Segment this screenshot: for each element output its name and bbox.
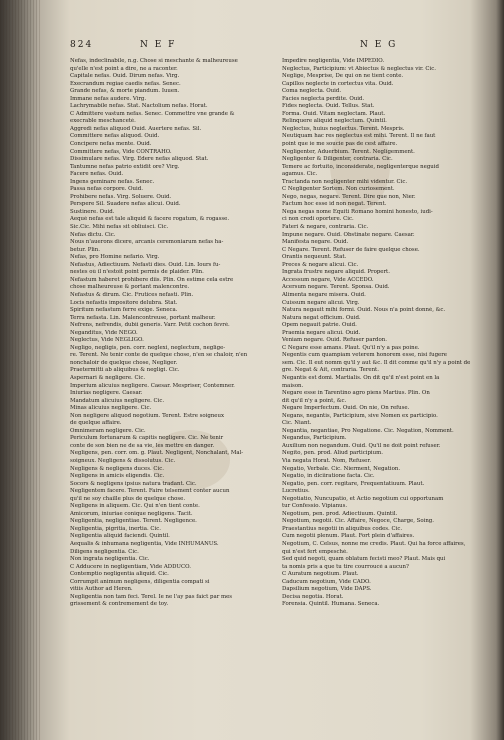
entry-line: Negare Imperfectum. Ouid. On nie, On refuse. <box>282 405 410 412</box>
entry-line: Negligentia, pigritia, inertia. Cic. <box>70 525 161 532</box>
entry-line: Forma. Ouid. Vitam neglectam. Plaut. <box>282 110 386 117</box>
entry-line: Manifesta negare. Ouid. <box>282 239 349 246</box>
entry-line: Negligenter & Diligenter, contraria. Cic. <box>282 156 393 163</box>
entry-line: Preces & negare alicui. Cic. <box>282 261 359 268</box>
entry-line: Negligentia, negligentiae. Terent. Negligence. <box>70 518 197 525</box>
entry-line: Nefrens, nefrendis, dubii generis. Varr. Petit cochon fevré. <box>70 322 230 329</box>
entry-line: nestes où il n'estoit point permis de plaider. Plin. <box>70 269 204 276</box>
entry-line: Facies neglecta perdite. Ouid. <box>282 95 365 102</box>
entry-line: C Negare esse amans. Plaut. Qu'il n'y a pas poine. <box>282 344 420 351</box>
entry-line: Forensia. Quintil. Humana. Seneca. <box>282 601 380 608</box>
entry-line: Negligenter, Aduerbium. Terent. Negligemment. <box>282 148 415 155</box>
entry-line: Orantis nequeunt. Stat. <box>282 254 347 261</box>
entry-line: Alimenta negare misera. Ouid. <box>282 291 366 298</box>
entry-line: Nega negas nome Equiti Romano homini honesto, iudi- <box>282 208 433 215</box>
entry-line: soigneux. Negligens & dissolutus. Cic. <box>70 457 176 464</box>
entry-line: Nefas dictu. Cic. <box>70 231 116 238</box>
entry-line: Neglectus, Participium: vt Abiectus & neglectus vir. Cic. <box>282 65 436 72</box>
entry-line: Lucretius. <box>282 488 310 495</box>
entry-line: Contemptio negligentia aliquid. Cic. <box>70 571 169 578</box>
entry-line: Via negata Horat. Nom, Refuser. <box>282 457 372 464</box>
entry-line: Negans, negantis, Participium, sive Nomen ex participio. <box>282 412 438 419</box>
entry-line: qu'il ne soy chaille plus de quelque chose. <box>70 495 186 502</box>
entry-line: point que ie me soucie pas de cest affaire. <box>282 141 398 148</box>
entry-line: Neglectus, huius neglectus. Terent. Mespris. <box>282 125 405 132</box>
entry-line: Nefastum haberet prohibere diis. Plin. On estime cela estre <box>70 276 234 283</box>
entry-line: Lachrymabile nefas. Stat. Nactolium nefas. Horat. <box>70 103 208 110</box>
entry-line: C Negligenter Sortem. Non curiosement. <box>282 186 395 193</box>
entry-line: qu'elle n'est point a dire, ne a raconter. <box>70 65 178 72</box>
entry-line: Negligens in amicis eligendis. Cic. <box>70 473 165 480</box>
entry-line: Negligentem facere. Terent. Faire telsement conter aucun <box>70 488 230 495</box>
entry-line: Negandus, Participium. <box>282 435 347 442</box>
entry-line: Negatio, Verbale. Cic. Nierment, Negation. <box>282 465 401 472</box>
entry-line: Imperium alicuius negligere. Caesar. Mespriser, Contemner. <box>70 382 235 389</box>
entry-line: tur Confessio. Vipianus. <box>282 503 348 510</box>
entry-line: Prohibere nefas. Virg. Soluere. Ouid. <box>70 193 172 200</box>
entry-line: Non ingrata negligentia. Cic. <box>70 556 150 563</box>
entry-line: Neutiquam hac res neglectus est mihi. Terent. Il ne faut <box>282 133 436 140</box>
entry-line: Capitale nefas. Ouid. Dirum nefas. Virg. <box>70 73 180 80</box>
entry-line: Natura negauit mihi formi. Ouid. Nous n'a point donné, &c. <box>282 307 446 314</box>
entry-line: Passa nefas corpore. Ouid. <box>70 186 143 193</box>
entry-line: Praetermitti ab aliquibus & negligi. Cic. <box>70 367 180 374</box>
entry-line: grissement & contremement de toy. <box>70 601 169 608</box>
entry-line: Negatio, in diciiratione facta. Cic. <box>282 473 375 480</box>
entry-line: Acersum negare. Terent. Sponsa. Ouid. <box>282 284 390 291</box>
entry-line: Nefas, indeclinabile, n.g. Chose si meschante & malheureuse <box>70 58 238 64</box>
entry-line: C Admittere vastum nefas. Senec. Commettre vne grande & <box>70 110 235 117</box>
entry-line: sem. Cic. Il eut nomm qu'il y aut &c. Il dit comme qu'il n'y a point de <box>282 359 471 366</box>
entry-line: Impune negare. Ouid. Obstinate negare. Caesar. <box>282 231 415 238</box>
entry-line: Committere nefas, Vide CONTRAHO. <box>70 148 172 155</box>
right-running-head: N E G <box>360 40 398 50</box>
entry-line: Natura negat officium. Ouid. <box>282 314 361 321</box>
entry-line: Negligens, pen. corr. om. g. Plaut. Negligent, Nonchalant, Mal- <box>70 450 244 457</box>
entry-line: Sic.Cic. Mihi nefas sit obliuisci. Cic. <box>70 224 169 231</box>
entry-line: dit qu'il n'y a point, &c. <box>282 397 347 404</box>
running-header <box>70 40 480 54</box>
entry-line: Capillos neglecte in cortectus vita. Ouid. <box>282 80 394 87</box>
entry-line: Cic. Niant. <box>282 420 312 427</box>
entry-line: Dissimulare nefas. Virg. Edere nefas aliquod. Stat. <box>70 156 209 163</box>
entry-line: Nous n'auerons dicere, arcanis ceremoniarum nefas ha- <box>70 239 224 246</box>
entry-line: de quelque affaire. <box>70 420 122 427</box>
entry-line: Terra nefasta. Lin. Malencontreuse, portant malheur. <box>70 314 216 321</box>
entry-line: Negatio, pen. corr. regitare, Frequentatiuum. Plaut. <box>282 480 425 487</box>
entry-line: Negotium, C. Celsus, nonne me credis. Plaut. Qui ha force affaires, <box>282 541 466 547</box>
entry-line: Aequé nefas est tale aliquid & facere rogatum, & rogasse. <box>70 216 230 223</box>
entry-line: Coma neglecta. Ouid. <box>282 88 342 95</box>
entry-line: Factum hoc esse id non negat. Terent. <box>282 201 387 208</box>
entry-line: Ingrata frustre negare aliquid. Propert. <box>282 269 390 276</box>
entry-line: Negotium, negotii. Cic. Affaire, Negoce, Charge, Soing. <box>282 518 434 525</box>
entry-line: Caducum negotium, Vide CADO. <box>282 578 371 585</box>
entry-line: Ingens geminare nefas. Senec. <box>70 178 155 185</box>
entry-line: Negligentia aliquid faciendi. Quintil. <box>70 533 170 540</box>
entry-line: Aggredi nefas aliquod Ouid. Auertere nefas. Sil. <box>70 125 202 132</box>
entry-line: Aspernari & negligere. Cic. <box>70 374 146 381</box>
entry-line: Praestantius negotii in aliquibus codes. Cic. <box>282 525 403 532</box>
entry-line: conte de son bien ne de sa vie, les mettre en danger. <box>70 442 215 449</box>
entry-line: Tractanda non negligenter mihi videntur. Cic. <box>282 178 408 185</box>
entry-line: Corrumpit animum negligens, diligentia compati si <box>70 578 210 585</box>
entry-line: Negotium, pen. prod. Adiectiuum. Quintil. <box>282 510 398 517</box>
entry-line: Temere ac fortuito, inconsiderate, negligenterque neguid <box>282 163 439 170</box>
entry-line: Negantis est domi. Martialis. On dit qu'il n'est point en la <box>282 374 440 381</box>
entry-line: Nefas, pro Homine nefario. Virg. <box>70 254 160 261</box>
entry-line: Opem negauit patrie. Ouid. <box>282 322 357 329</box>
entry-line: Negligentia non tam feci. Terel. Ie ne l'ay pas faict par mes <box>70 593 233 600</box>
entry-line: qui n'est fert empesché. <box>282 548 348 555</box>
entry-line: Mandatum alicuius negligere. Cic. <box>70 397 165 404</box>
entry-line: C Auratum negotium. Plaut. <box>282 571 359 578</box>
entry-line: Committere nefas aliquod. Ouid. <box>70 133 160 140</box>
page-edges <box>0 0 40 740</box>
entry-line: Iniurias negligere. Caesar. <box>70 390 143 397</box>
entry-line: nonchaloir de quelque chose, Negliger. <box>70 359 178 366</box>
entry-line: C Negare. Terent. Refuser de faire quelque chose. <box>282 246 420 253</box>
entry-line: Negotiatio, Nuncupatio, et Actio negotium cui opportunam <box>282 495 444 502</box>
entry-line: Locis nefastis impositore delubra. Stat. <box>70 299 178 306</box>
dictionary-page <box>70 40 480 700</box>
entry-line: Grande nefas, & morte piandum. Iuuen. <box>70 88 180 95</box>
entry-line: Nego, negas, negare. Terent. Dire que non, Nier. <box>282 193 416 200</box>
entry-line: Negligens & negligens duces. Cic. <box>70 465 164 472</box>
entry-line: Minas alicuius negligere. Cic. <box>70 405 152 412</box>
entry-line: Fides neglecta. Ouid. Tellus. Stat. <box>282 103 375 110</box>
entry-line: Omnimeram negligere. Cic. <box>70 427 146 434</box>
entry-line: re. Terent. Ne tenir conte de quelque chose, n'en se chaloir, n'en <box>70 352 248 359</box>
left-column <box>70 58 270 609</box>
entry-line: maison. <box>282 382 304 389</box>
entry-line: Sustinere. Ouid. <box>70 208 115 215</box>
entry-line: Fateri & negare, contraria. Cic. <box>282 224 369 231</box>
entry-line: Negantia, negantiae, Pro Negatione. Cic. Negation, Nomment. <box>282 427 454 434</box>
entry-line: Neglectus, Vide NEGLIGO. <box>70 337 144 344</box>
entry-line: Negito, pen. prod. Aliud participium. <box>282 450 383 457</box>
entry-line: Perspere Sil. Suadere nefas alicui. Ouid. <box>70 201 181 208</box>
entry-line: Negentis cum quampiam veterem honorem esse, nisi fugere <box>282 352 447 359</box>
entry-line: Diligens negligentia. Cic. <box>70 548 139 555</box>
entry-line: C Adducere in negligentiam, Vide ADDUCO. <box>70 563 191 570</box>
entry-line: vitiis Author ad Heren. <box>70 586 133 593</box>
entry-line: Socors & negligens ipsius natura tradant. Cic. <box>70 480 197 487</box>
entry-line: Concipere nefas mente. Ouid. <box>70 141 152 148</box>
entry-line: ci non credi oportere. Cic. <box>282 216 354 223</box>
entry-line: Decisa negotia. Horat. <box>282 593 344 600</box>
entry-line: Sed quid negoti, quam oblatum fecisti meo? Plaut. Mais qui <box>282 556 446 563</box>
entry-line: Accessum negare, Vide ACCEDO. <box>282 276 374 283</box>
entry-line: betur. Plin. <box>70 246 100 253</box>
entry-line: Neganditus, Vide NEGO. <box>70 329 138 336</box>
entry-line: agamus. Cic. <box>282 171 318 178</box>
entry-line: Amicorum, iniuriae conique negligens. Tacit. <box>70 510 193 517</box>
entry-line: Cum negotii plenum. Plaut. Fort plein d'affaires. <box>282 533 415 540</box>
entry-line: Negligens in aliquem. Cic. Qui n'en tient conte. <box>70 503 200 510</box>
entry-line: Spiritum nefastum ferre exige. Seneca. <box>70 307 178 314</box>
entry-line: Relinquere aliquid neglectum. Quintil. <box>282 118 387 125</box>
entry-line: Veniam negare. Ouid. Refuser pardon. <box>282 337 387 344</box>
entry-line: Facere nefas. Ouid. <box>70 171 124 178</box>
entry-line: Auxilium non negandum. Ouid. Qu'il ne doit point refuser. <box>282 442 441 449</box>
entry-line: Negare esse in Tarentino agro piens Martius. Plin. On <box>282 390 430 397</box>
entry-line: Periculum fortunarum & capitis negligere. Cic. Ne tenir <box>70 435 224 442</box>
entry-line: Tantumne nefas patrio extidit ore? Virg. <box>70 163 180 170</box>
entry-line: Immane nefas audere. Virg. <box>70 95 147 102</box>
entry-line: Negligo, negligis, pen. corr. neglexi, neglectum, neglige- <box>70 344 226 351</box>
entry-line: Execrandum regiae caedis nefas. Senec. <box>70 80 181 87</box>
entry-line: execrable meschanceté. <box>70 118 136 125</box>
entry-line: Nefastus, Adiectiuum. Nefasti dies. Ouid. Lin. Iours fu- <box>70 261 221 268</box>
entry-line: ta nomis pris a que tu tire courroucé a aucun? <box>282 563 409 570</box>
entry-line: Neglige, Mesprise, De qui on ne tient conte. <box>282 73 404 80</box>
page-number: 824 <box>70 40 94 50</box>
right-column <box>282 58 482 609</box>
left-running-head: N E F <box>140 40 177 50</box>
entry-line: Nefastus & dirum. Cic. Frutices nefasti. Plin. <box>70 291 194 298</box>
entry-line: chose malheureuse & portant malencontre. <box>70 284 190 291</box>
entry-line: Aequalis & inhumana negligentia, Vide INHUMANUS. <box>70 541 219 547</box>
entry-line: Praemia negare alicui. Ouid. <box>282 329 361 336</box>
entry-line: Impedire negligentia, Vide IMPEDIO. <box>282 58 385 64</box>
entry-line: Non negligere aliquod negotium. Terent. Estre soigneux <box>70 412 224 419</box>
entry-line: gre. Negat & Ait, contraria. Terent. <box>282 367 379 374</box>
entry-line: Cuissum negare alicui. Virg. <box>282 299 360 306</box>
entry-line: Dapsilium negotium, Vide DAPS. <box>282 586 372 593</box>
